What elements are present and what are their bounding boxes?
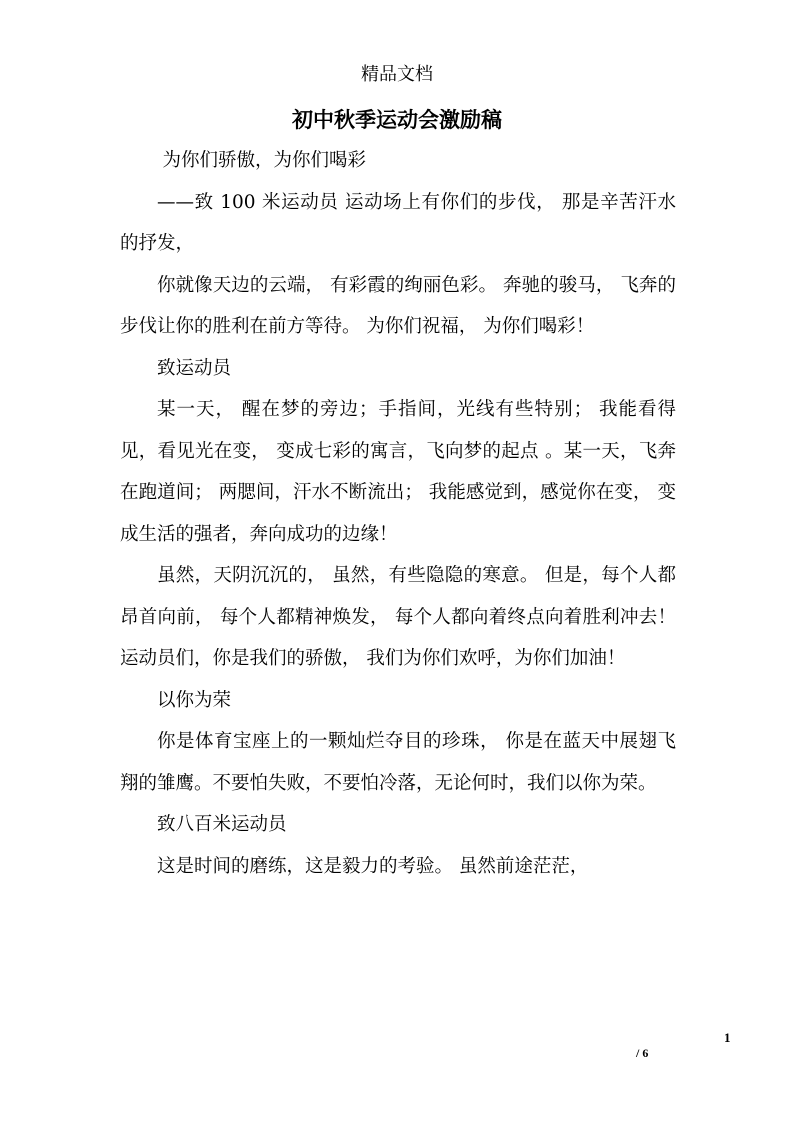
section-heading: 致八百米运动员 [157, 814, 287, 835]
paragraph: 你就像天边的云端， 有彩霞的绚丽色彩。 奔驰的骏马， 飞奔的步伐让你的胜利在前方等待。 为你们祝福， 为你们喝彩！ [120, 274, 676, 337]
document-title: 初中秋季运动会激励稿 [292, 107, 502, 132]
paragraph: 你是体育宝座上的一颗灿烂夺目的珍珠， 你是在蓝天中展翅飞翔的雏鹰。不要怕失败，不要怕冷落，无论何时，我们以你为荣。 [120, 731, 676, 794]
section-heading: 致运动员 [157, 357, 232, 379]
paragraph: 这是时间的磨练，这是毅力的考验。 虽然前途茫茫， [157, 855, 589, 877]
paragraph-heading: 为你们骄傲，为你们喝彩 [162, 150, 367, 171]
paragraph: 虽然，天阴沉沉的， 虽然，有些隐隐的寒意。 但是，每个人都昂首向前， 每个人都精神焕发， 每个人都向着终点向着胜利冲去！运动员们，你是我们的骄傲， 我们为你们欢呼，为你们加油！ [120, 565, 676, 669]
paragraph: 某一天， 醒在梦的旁边；手指间，光线有些特别； 我能看得见，看见光在变， 变成七彩的寓言，飞向梦的起点 。某一天，飞奔在跑道间； 两腮间，汗水不断流出； 我能感觉到，感觉你在变， 变成生活的强者，奔向成功的边缘！ [120, 399, 676, 545]
document-body [120, 140, 676, 887]
section-heading: 以你为荣 [157, 689, 232, 711]
page-total: / 6 [636, 1046, 649, 1060]
document-header: 精品文档 [361, 64, 433, 85]
page-number: 1 [724, 1030, 731, 1045]
paragraph: ——致 100 米运动员 运动场上有你们的步伐， 那是辛苦汗水的抒发， [120, 191, 676, 254]
